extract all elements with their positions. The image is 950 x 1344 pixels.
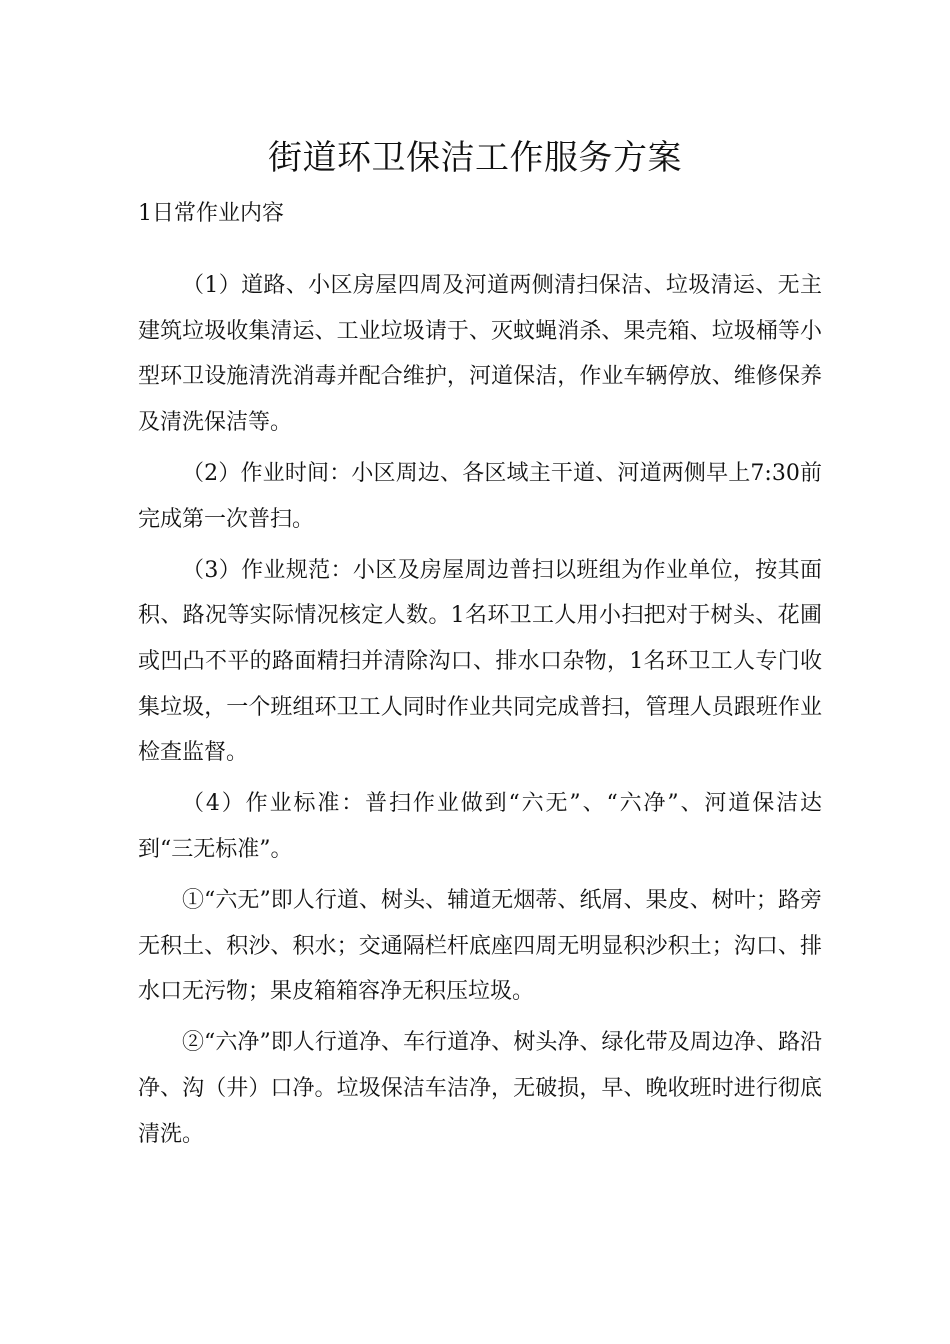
- section-heading: 1日常作业内容: [138, 201, 284, 226]
- paragraph-1: （1）道路、小区房屋四周及河道两侧清扫保洁、垃圾清运、无主建筑垃圾收集清运、工业垃圾请于、灭蚊蝇消杀、果壳箱、垃圾桶等小型环卫设施清洗消毒并配合维护，河道保洁，作业车辆停放、维修保养及清洗保洁等。: [138, 273, 822, 435]
- paragraph-3: （3）作业规范：小区及房屋周边普扫以班组为作业单位，按其面积、路况等实际情况核定人数。1名环卫工人用小扫把对于树头、花圃或凹凸不平的路面精扫并清除沟口、排水口杂物，1名环卫工人专门收集垃圾，一个班组环卫工人同时作业共同完成普扫，管理人员跟班作业检查监督。: [138, 557, 822, 766]
- paragraph-2: （2）作业时间：小区周边、各区域主干道、河道两侧早上7:30前完成第一次普扫。: [138, 460, 822, 532]
- paragraph-5: ①“六无”即人行道、树头、辅道无烟蒂、纸屑、果皮、树叶；路旁无积土、积沙、积水；交通隔栏杆底座四周无明显积沙积土；沟口、排水口无污物；果皮箱箱容净无积压垃圾。: [138, 888, 822, 1005]
- document-body: [138, 263, 822, 1163]
- document-title: 街道环卫保洁工作服务方案: [268, 137, 682, 178]
- paragraph-6: ②“六净”即人行道净、车行道净、树头净、绿化带及周边净、路沿净、沟（井）口净。垃圾保洁车洁净，无破损，早、晚收班时进行彻底清洗。: [138, 1030, 822, 1147]
- paragraph-4: （4）作业标准：普扫作业做到“六无”、“六净”、河道保洁达到“三无标准”。: [138, 791, 822, 862]
